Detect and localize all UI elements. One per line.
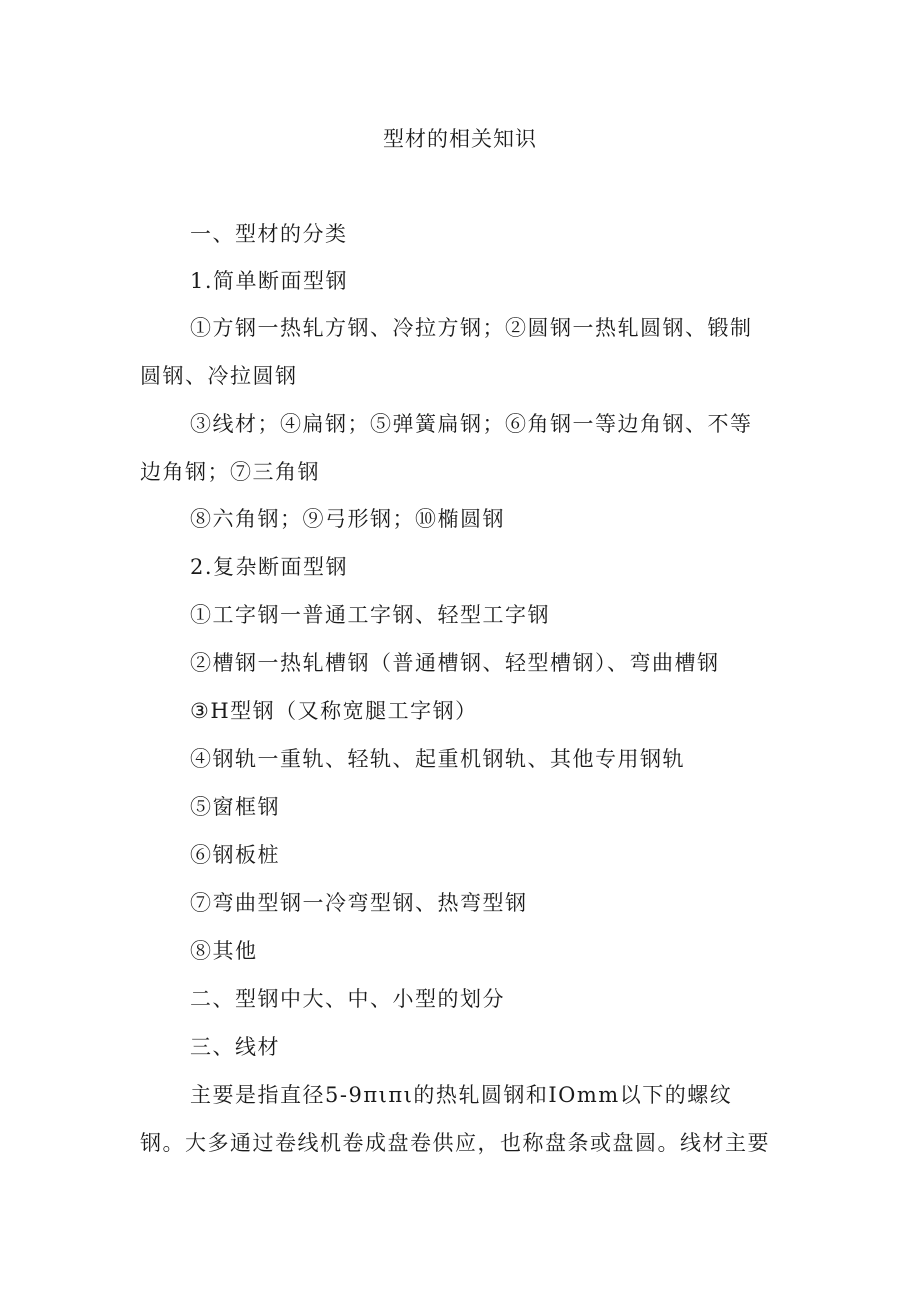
paragraph-line: 边角钢；⑦三角钢 xyxy=(140,460,320,484)
heading-wire-rod: 三、线材 xyxy=(190,1035,280,1059)
paragraph-line: 主要是指直径5-9πιπι的热轧圆钢和IOmm以下的螺纹 xyxy=(190,1083,733,1107)
subheading-complex-section: 2.复杂断面型钢 xyxy=(190,555,349,579)
list-item: ③H型钢（又称宽腿工字钢） xyxy=(190,699,478,723)
heading-size-division: 二、型钢中大、中、小型的划分 xyxy=(190,987,505,1011)
list-item: ⑤窗框钢 xyxy=(190,795,280,819)
subheading-simple-section: 1.简单断面型钢 xyxy=(190,269,349,293)
list-item: ⑧其他 xyxy=(190,939,258,963)
list-item: ⑦弯曲型钢一冷弯型钢、热弯型钢 xyxy=(190,891,528,915)
list-item: ④钢轨一重轨、轻轨、起重机钢轨、其他专用钢轨 xyxy=(190,747,685,771)
paragraph-line: 钢。大多通过卷线机卷成盘卷供应，也称盘条或盘圆。线材主要 xyxy=(140,1131,770,1155)
paragraph-line: ⑧六角钢；⑨弓形钢；⑩椭圆钢 xyxy=(190,507,505,531)
paragraph-line: 圆钢、冷拉圆钢 xyxy=(140,364,298,388)
paragraph-line: ③线材；④扁钢；⑤弹簧扁钢；⑥角钢一等边角钢、不等 xyxy=(190,412,753,436)
document-title: 型材的相关知识 xyxy=(383,127,537,151)
list-item: ⑥钢板桩 xyxy=(190,843,280,867)
paragraph-line: ①方钢一热轧方钢、冷拉方钢；②圆钢一热轧圆钢、锻制 xyxy=(190,316,753,340)
list-item: ①工字钢一普通工字钢、轻型工字钢 xyxy=(190,603,550,627)
list-item: ②槽钢一热轧槽钢（普通槽钢、轻型槽钢）、弯曲槽钢 xyxy=(190,651,720,675)
heading-classification: 一、型材的分类 xyxy=(190,222,348,246)
